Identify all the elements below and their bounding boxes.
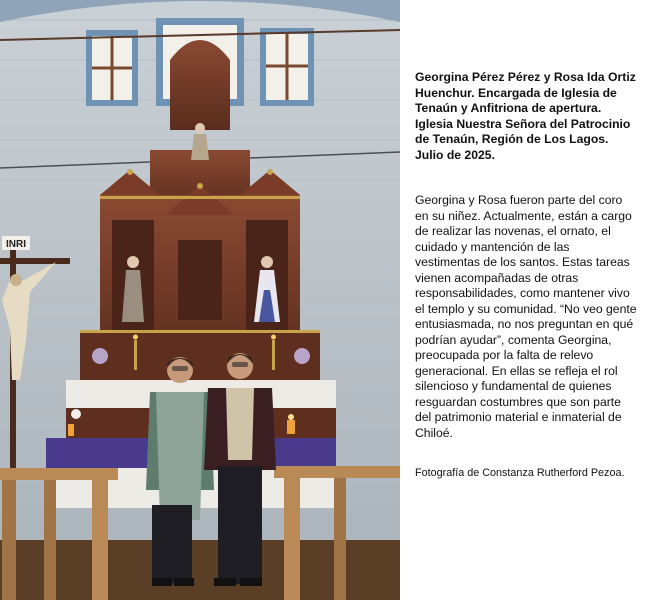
photo-credit: Fotografía de Constanza Rutherford Pezoa. xyxy=(415,467,625,479)
caption-body: Georgina y Rosa fueron parte del coro en su niñez. Actualmente, están a cargo de realizar las novenas, el ornato, el cuidado y mantención de las vestimentas de los santos. Estas tareas vienen acompañadas de otras responsabilidades, como mantener vivo el templo y su comunidad. “No veo gente entusiasmada, no nos preguntan en qué podrían ayudar”, comenta Georgina, preocupada por la falta de relevo generacional. En ellas se refleja el rol silencioso y fundamental de quienes resguardan costumbres que son parte del patrimonio material e inmaterial de Chiloé. xyxy=(415,193,637,440)
inri-label: INRI xyxy=(6,239,26,250)
window-right xyxy=(260,28,314,106)
caption-column xyxy=(415,70,637,480)
caption-title: Georgina Pérez Pérez y Rosa Ida Ortiz Huenchur. Encargada de Iglesia de Tenaún y Anfitriona de apertura. Iglesia Nuestra Señora del Patrocinio de Tenaún, Región de Los Lagos. Julio de 2025. xyxy=(415,70,636,162)
window-left xyxy=(86,30,138,106)
